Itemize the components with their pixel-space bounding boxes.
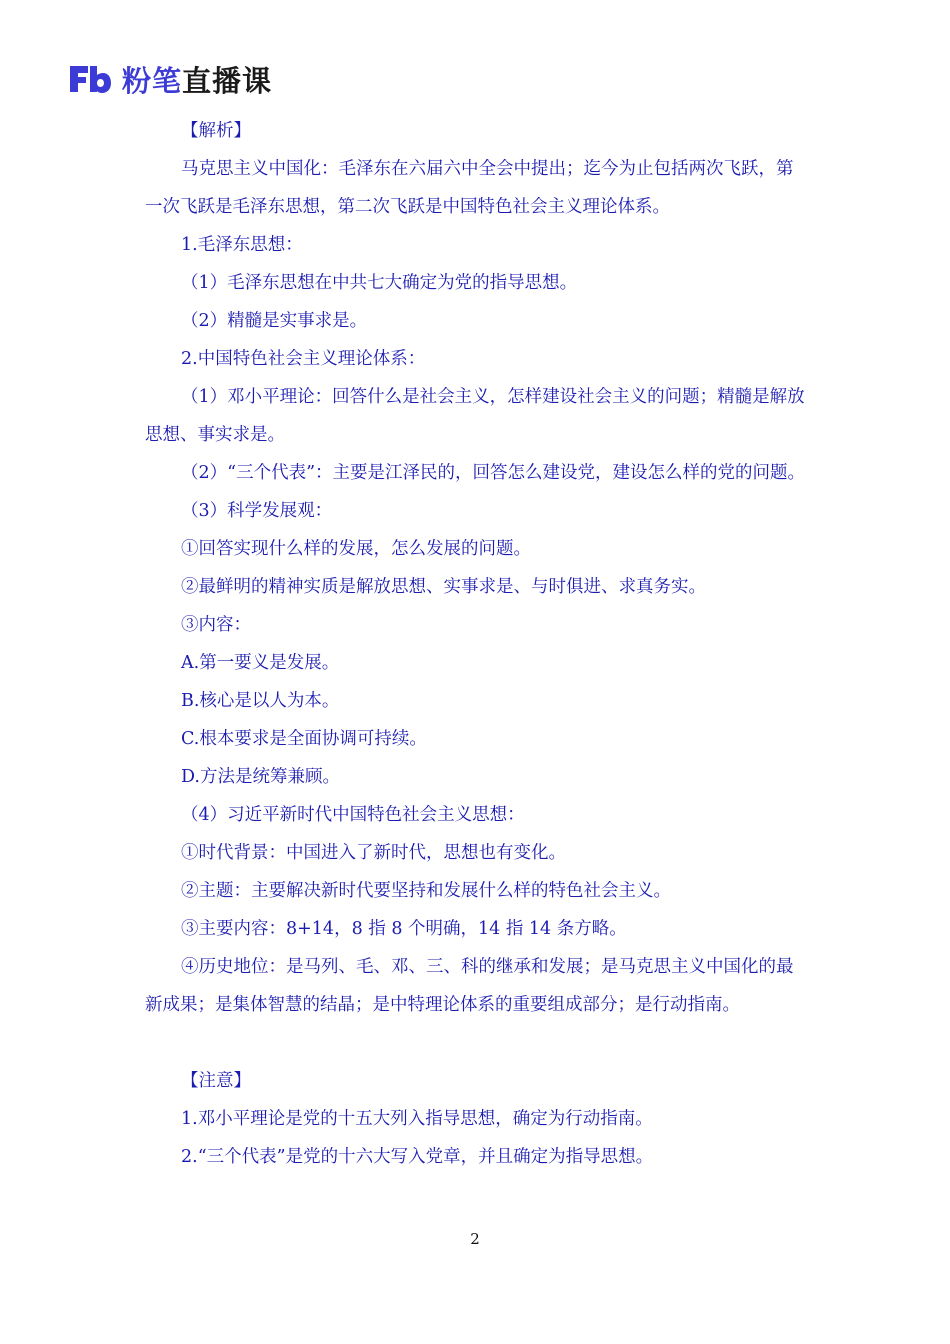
analysis-item: （2）“三个代表”：主要是江泽民的，回答怎么建设党，建设怎么样的党的问题。 — [181, 463, 806, 483]
document-body — [145, 112, 809, 1176]
analysis-item: ②最鲜明的精神实质是解放思想、实事求是、与时俱进、求真务实。 — [181, 577, 706, 597]
logo-text — [122, 59, 272, 100]
analysis-item: （1）邓小平理论：回答什么是社会主义，怎样建设社会主义的问题；精髓是解放思想、事实求是。 — [145, 387, 805, 445]
analysis-item: 1.毛泽东思想： — [181, 235, 303, 255]
analysis-heading: 【解析】 — [181, 121, 251, 141]
logo — [68, 62, 272, 96]
analysis-item: ③内容： — [181, 615, 251, 635]
analysis-item: ②主题：主要解决新时代要坚持和发展什么样的特色社会主义。 — [181, 881, 671, 901]
analysis-item: ①回答实现什么样的发展，怎么发展的问题。 — [181, 539, 531, 559]
analysis-list — [145, 226, 809, 1024]
analysis-item: （1）毛泽东思想在中共七大确定为党的指导思想。 — [181, 273, 578, 293]
analysis-item: 2.中国特色社会主义理论体系： — [181, 349, 426, 369]
analysis-item: A.第一要义是发展。 — [181, 653, 340, 673]
logo-product: 直播课 — [182, 63, 273, 98]
note-list — [145, 1100, 809, 1176]
note-heading: 【注意】 — [181, 1071, 251, 1091]
fb-logo-icon — [68, 63, 112, 95]
logo-brand: 粉笔 — [122, 63, 183, 98]
section-gap — [145, 1024, 809, 1062]
analysis-intro: 马克思主义中国化：毛泽东在六届六中全会中提出；迄今为止包括两次飞跃，第一次飞跃是毛泽东思想，第二次飞跃是中国特色社会主义理论体系。 — [145, 159, 794, 217]
analysis-item: ①时代背景：中国进入了新时代，思想也有变化。 — [181, 843, 566, 863]
page-number: 2 — [470, 1230, 480, 1248]
analysis-item: ③主要内容：8+14，8 指 8 个明确，14 指 14 条方略。 — [181, 919, 627, 939]
note-item: 2.“三个代表”是党的十六大写入党章，并且确定为指导思想。 — [181, 1147, 654, 1167]
note-item: 1.邓小平理论是党的十五大列入指导思想，确定为行动指南。 — [181, 1109, 653, 1129]
analysis-item: （2）精髓是实事求是。 — [181, 311, 368, 331]
analysis-item: ④历史地位：是马列、毛、邓、三、科的继承和发展；是马克思主义中国化的最新成果；是集体智慧的结晶；是中特理论体系的重要组成部分；是行动指南。 — [145, 957, 794, 1015]
analysis-item: （4）习近平新时代中国特色社会主义思想： — [181, 805, 525, 825]
analysis-item: D.方法是统筹兼顾。 — [181, 767, 340, 787]
analysis-item: C.根本要求是全面协调可持续。 — [181, 729, 427, 749]
analysis-item: B.核心是以人为本。 — [181, 691, 340, 711]
analysis-item: （3）科学发展观： — [181, 501, 333, 521]
